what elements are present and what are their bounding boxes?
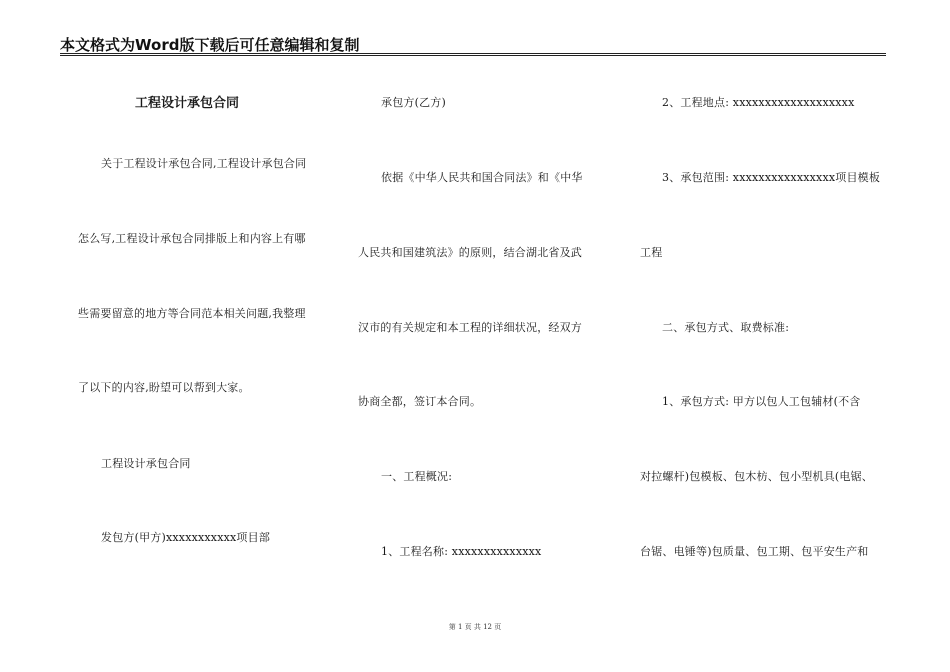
paragraph-line: 人民共和国建筑法》的原则，结合湖北省及武 [358, 246, 582, 259]
paragraph-line: 关于工程设计承包合同,工程设计承包合同 [101, 157, 307, 170]
paragraph-line: 发包方(甲方)xxxxxxxxxxx项目部 [101, 531, 271, 544]
page-number: 第 1 页 共 12 页 [448, 623, 502, 631]
paragraph-line: 些需要留意的地方等合同范本相关问题,我整理 [78, 307, 306, 320]
contract-title: 工程设计承包合同 [135, 96, 240, 111]
paragraph-line: 汉市的有关规定和本工程的详细状况，经双方 [358, 321, 582, 334]
section-heading: 一、工程概况: [381, 470, 453, 483]
paragraph-line: 了以下的内容,盼望可以帮到大家。 [78, 381, 250, 394]
paragraph-line: 台锯、电锤等)包质量、包工期、包平安生产和 [640, 545, 869, 558]
paragraph-line: 怎么写,工程设计承包合同排版上和内容上有哪 [78, 232, 306, 245]
section-heading: 二、承包方式、取费标准: [662, 321, 790, 334]
paragraph-line: 对拉螺杆)包模板、包木枋、包小型机具(电锯、 [640, 470, 873, 483]
header-rule [60, 53, 886, 54]
paragraph-line: 承包方(乙方) [381, 96, 446, 109]
document-header: 本文格式为Word版下载后可任意编辑和复制 [60, 36, 360, 54]
paragraph-line: 3、承包范围: xxxxxxxxxxxxxxxx项目模板 [662, 171, 881, 184]
header-rule-secondary [60, 55, 886, 56]
paragraph-line: 1、承包方式: 甲方以包人工包辅材(不含 [662, 395, 861, 408]
section-heading: 工程设计承包合同 [101, 457, 191, 470]
paragraph-line: 依据《中华人民共和国合同法》和《中华 [381, 171, 583, 184]
paragraph-line: 2、工程地点: xxxxxxxxxxxxxxxxxxx [662, 96, 855, 109]
paragraph-line: 1、工程名称: xxxxxxxxxxxxxx [381, 545, 542, 558]
paragraph-line: 协商全都，签订本合同。 [358, 395, 482, 408]
paragraph-line: 工程 [640, 246, 663, 259]
